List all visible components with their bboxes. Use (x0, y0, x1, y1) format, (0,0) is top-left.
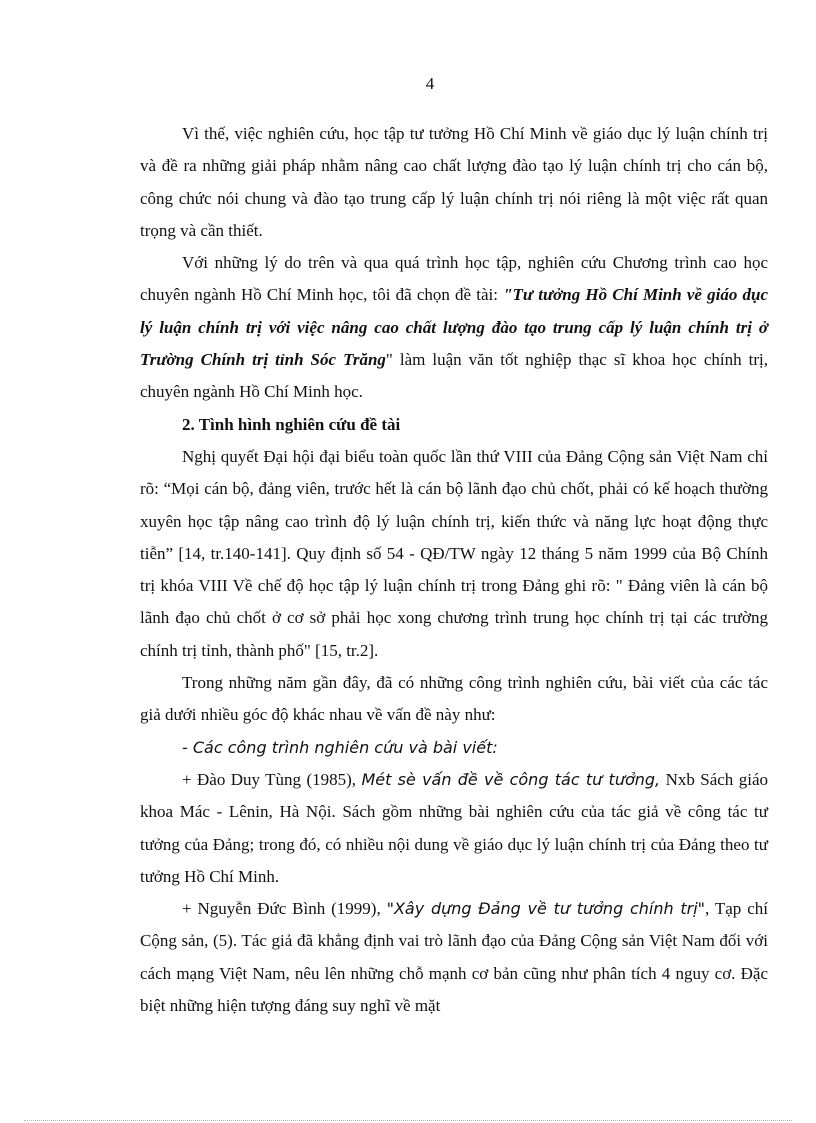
page-bottom-rule (24, 1120, 792, 1121)
reference-1-author: + Đào Duy Tùng (1985), (182, 769, 362, 789)
thesis-title: "Tư tưởng Hồ Chí Minh về giáo dục lý luận chính trị với việc nâng cao chất lượng đào tạo trung cấp lý luận chính trị ở Trường Chính trị tỉnh Sóc Trăng (140, 285, 768, 370)
paragraph-2 (140, 247, 768, 408)
reference-2-description: , Tạp chí Cộng sản, (5). Tác giả đã khẳng định vai trò lãnh đạo của Đảng Cộng sản Việt Nam đối với cách mạng Việt Nam, nêu lên những chỗ mạnh cơ bản cũng như phân tích 4 nguy cơ. Đặc biệt những hiện tượng đáng suy nghĩ về mặt (140, 899, 768, 1016)
paragraph-4: Trong những năm gần đây, đã có những công trình nghiên cứu, bài viết của các tác giả dưới nhiều góc độ khác nhau về vấn đề này như: (140, 673, 768, 725)
list-intro: - Các công trình nghiên cứu và bài viết: (182, 737, 498, 757)
paragraph-3: Nghị quyết Đại hội đại biểu toàn quốc lần thứ VIII của Đảng Cộng sản Việt Nam chỉ rõ: “Mọi cán bộ, đảng viên, trước hết là cán bộ lãnh đạo chủ chốt, phải có kế hoạch thường xuyên học tập nâng cao trình độ lý luận chính trị, kiến thức và năng lực hoạt động thực tiễn” [14, tr.140-141]. Quy định số 54 - QĐ/TW ngày 12 tháng 5 năm 1999 của Bộ Chính trị khóa VIII Về chế độ học tập lý luận chính trị trong Đảng ghi rõ: " Đảng viên là cán bộ lãnh đạo chủ chốt ở cơ sở phải học xong chương trình trung học chính trị tại các trường chính trị tỉnh, thành phố" [15, tr.2]. (140, 446, 768, 660)
page-number: 4 (425, 74, 435, 93)
reference-item-2 (140, 893, 768, 1022)
reference-2-author: + Nguyễn Đức Bình (1999), (182, 899, 387, 919)
paragraph-1: Vì thế, việc nghiên cứu, học tập tư tưởng Hồ Chí Minh về giáo dục lý luận chính trị và đề ra những giải pháp nhằm nâng cao chất lượng đào tạo lý luận chính trị cho cán bộ, công chức nói chung và đào tạo trung cấp lý luận chính trị nói riêng là một việc rất quan trọng và cần thiết. (140, 124, 768, 240)
reference-1-description: Nxb Sách giáo khoa Mác - Lênin, Hà Nội. Sách gồm những bài nghiên cứu của tác giả về công tác tư tưởng của Đảng; trong đó, có nhiều nội dung về giáo dục lý luận chính trị của Đảng theo tư tưởng Hồ Chí Minh. (140, 769, 769, 886)
section-heading: 2. Tình hình nghiên cứu đề tài (182, 414, 401, 434)
reference-2-title: "Xây dựng Đảng về tư tưởng chính trị" (386, 899, 706, 919)
reference-1-title: Mét sè vấn đề về công tác tư tưởng, (361, 769, 661, 789)
reference-item-1 (140, 764, 768, 893)
document-body (140, 118, 768, 1022)
paragraph-2-end: " làm luận văn tốt nghiệp thạc sĩ khoa học chính trị, chuyên ngành Hồ Chí Minh học. (140, 350, 768, 402)
paragraph-2-intro: Với những lý do trên và qua quá trình học tập, nghiên cứu Chương trình cao học chuyên ngành Hồ Chí Minh học, tôi đã chọn đề tài: (140, 253, 768, 305)
